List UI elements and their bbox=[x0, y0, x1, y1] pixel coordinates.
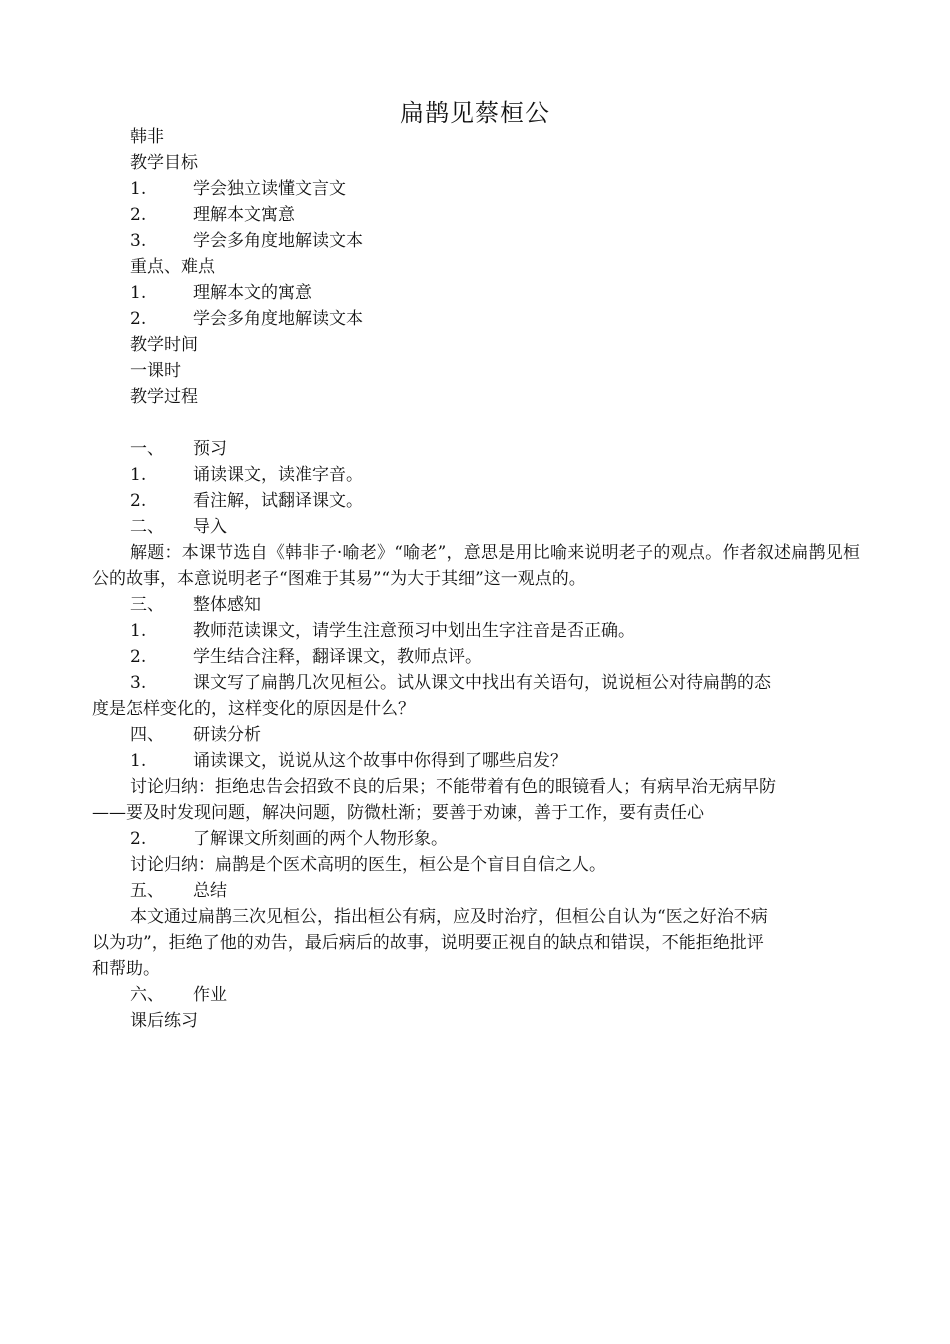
blank-line bbox=[92, 410, 860, 436]
section-heading-1: 一、 预习 bbox=[130, 439, 227, 459]
discussion-summary-continuation: ——要及时发现问题，解决问题，防微杜渐；要善于劝谏，善于工作，要有责任心 bbox=[92, 803, 704, 823]
process-heading: 教学过程 bbox=[130, 387, 198, 407]
homework-text: 课后练习 bbox=[130, 1011, 198, 1031]
document-body bbox=[92, 124, 860, 1034]
summary-line: 本文通过扁鹊三次见桓公，指出桓公有病，应及时治疗，但桓公自认为“医之好治不病 bbox=[130, 907, 768, 927]
discussion-summary: 讨论归纳：扁鹊是个医术高明的医生，桓公是个盲目自信之人。 bbox=[130, 855, 606, 875]
list-item: 1. 诵读课文，说说从这个故事中你得到了哪些启发？ bbox=[130, 751, 567, 771]
list-item-continuation: 度是怎样变化的，这样变化的原因是什么？ bbox=[92, 699, 415, 719]
goals-heading: 教学目标 bbox=[130, 153, 198, 173]
section-heading-6: 六、 作业 bbox=[130, 985, 227, 1005]
list-item: 2. 学生结合注释，翻译课文，教师点评。 bbox=[130, 647, 482, 667]
goal-item: 1. 学会独立读懂文言文 bbox=[130, 179, 346, 199]
section-heading-3: 三、 整体感知 bbox=[130, 595, 261, 615]
time-value: 一课时 bbox=[130, 361, 181, 381]
author: 韩非 bbox=[130, 127, 164, 147]
summary-line: 以为功”，拒绝了他的劝告，最后病后的故事，说明要正视自的缺点和错误，不能拒绝批评 bbox=[92, 933, 764, 953]
list-item: 2. 了解课文所刻画的两个人物形象。 bbox=[130, 829, 448, 849]
list-item: 1. 教师范读课文，请学生注意预习中划出生字注音是否正确。 bbox=[130, 621, 635, 641]
summary-line: 和帮助。 bbox=[92, 959, 160, 979]
list-item: 2. 看注解，试翻译课文。 bbox=[130, 491, 363, 511]
discussion-summary: 讨论归纳：拒绝忠告会招致不良的后果；不能带着有色的眼镜看人；有病早治无病早防 bbox=[130, 777, 776, 797]
key-point-item: 1. 理解本文的寓意 bbox=[130, 283, 312, 303]
page-title: 扁鹊见蔡桓公 bbox=[400, 99, 550, 127]
goal-item: 2. 理解本文寓意 bbox=[130, 205, 295, 225]
time-heading: 教学时间 bbox=[130, 335, 198, 355]
list-item: 1. 诵读课文，读准字音。 bbox=[130, 465, 363, 485]
intro-paragraph: 解题：本课节选自《韩非子·喻老》“喻老”，意思是用比喻来说明老子的观点。作者叙述扁鹊见桓公的故事，本意说明老子“图难于其易”“为大于其细”这一观点的。 bbox=[92, 543, 860, 589]
goal-item: 3. 学会多角度地解读文本 bbox=[130, 231, 363, 251]
key-point-item: 2. 学会多角度地解读文本 bbox=[130, 309, 363, 329]
section-heading-5: 五、 总结 bbox=[130, 881, 227, 901]
section-heading-2: 二、 导入 bbox=[130, 517, 227, 537]
list-item: 3. 课文写了扁鹊几次见桓公。试从课文中找出有关语句，说说桓公对待扁鹊的态 bbox=[130, 673, 771, 693]
key-points-heading: 重点、难点 bbox=[130, 257, 215, 277]
section-heading-4: 四、 研读分析 bbox=[130, 725, 261, 745]
